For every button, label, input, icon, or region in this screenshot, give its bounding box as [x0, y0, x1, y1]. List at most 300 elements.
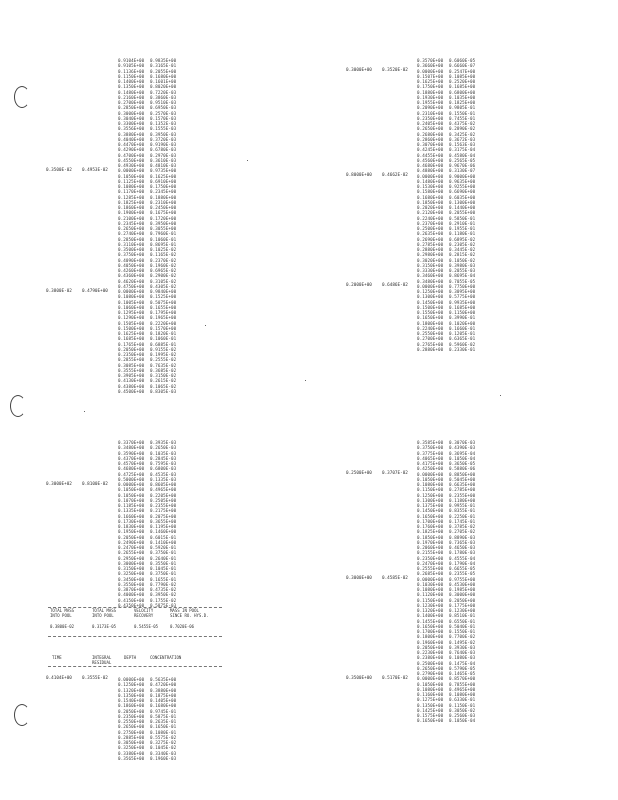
depth-value: 0.1300E+00	[417, 294, 444, 300]
concentration-value: 0.3105E-02	[150, 278, 177, 284]
depth-value: 0.1650E+00	[417, 315, 444, 321]
depth-value: 0.4930E+00	[118, 163, 145, 168]
depth-value: 0.3300E+00	[118, 121, 145, 126]
concentration-value: 0.4580E-04	[449, 152, 476, 158]
concentration-value: 0.9635E+00	[449, 178, 476, 184]
depth-value: 0.3775E+00	[417, 450, 444, 456]
concentration-value: 0.3950E-02	[150, 592, 177, 598]
group-residual: 0.3555E-02	[82, 676, 108, 681]
concentration-value: 0.2310E+00	[150, 199, 177, 205]
concentration-value: 0.1150E-01	[449, 702, 476, 708]
group-time: 0.2500E+00	[346, 471, 372, 476]
concentration-value: 0.6635E+00	[449, 482, 476, 487]
concentration-value: 0.6950E-03	[150, 105, 177, 111]
concentration-value: 0.5775E+00	[449, 294, 476, 300]
group-residual: 0.4953E-02	[82, 167, 108, 173]
group-label	[46, 289, 118, 294]
depth-value: 0.1685E+00	[118, 336, 145, 342]
data-block	[417, 69, 481, 174]
depth-value: 0.3500E+00	[118, 247, 145, 252]
concentration-value: 0.1960E-03	[150, 755, 177, 761]
concentration-value: 0.2450E+00	[150, 205, 177, 210]
concentration-value: 0.1352E-03	[150, 121, 177, 126]
scan-speck	[305, 380, 306, 381]
concentration-value: 0.5790E-05	[449, 665, 476, 671]
depth-value: 0.1150E+00	[417, 487, 444, 493]
depth-value: 0.2500E+00	[417, 226, 444, 231]
concentration-value: 0.3055E+00	[150, 226, 177, 231]
concentration-value: 0.7455E-01	[449, 115, 476, 121]
group-residual: 0.3520E-02	[382, 68, 408, 73]
depth-value: 0.3590E+00	[118, 450, 145, 456]
concentration-value: 0.6885E-01	[150, 341, 177, 347]
concentration-value: 0.3980E-03	[449, 262, 476, 268]
depth-value: 0.2405E+00	[417, 121, 444, 126]
concentration-value: 0.5960E-02	[449, 341, 476, 347]
group-time: 0.3000E+02	[46, 481, 72, 487]
punch-hole-middle	[10, 395, 26, 417]
group-residual: 0.3707E-02	[382, 471, 408, 476]
depth-value: 0.1320E+00	[118, 687, 145, 693]
concentration-value: 0.6655E-05	[449, 566, 476, 571]
concentration-value: 0.9510E-03	[150, 100, 177, 105]
punch-hole-bottom	[14, 704, 30, 726]
concentration-value: 0.1995E-02	[150, 352, 177, 357]
concentration-value: 0.7960E-01	[150, 231, 177, 237]
depth-value: 0.3556E+00	[118, 126, 145, 132]
concentration-value: 0.2355E+00	[449, 492, 476, 498]
depth-value: 0.3660E+00	[417, 63, 444, 69]
concentration-value: 0.6365E-01	[449, 336, 476, 342]
concentration-value: 0.1775E+00	[449, 602, 476, 608]
concentration-value: 0.6800E-03	[150, 466, 177, 472]
depth-value: 0.3150E+00	[118, 566, 145, 571]
concentration-value: 0.2910E-01	[449, 220, 476, 226]
concentration-value: 0.5850E-01	[449, 215, 476, 221]
data-block	[118, 168, 182, 289]
summary-header-line2: RECOVERY	[134, 612, 154, 618]
concentration-value: 0.2560E-03	[449, 713, 476, 718]
concentration-value: 0.1080E+00	[449, 692, 476, 697]
table-header-line1: INTEGRAL	[92, 655, 112, 660]
concentration-value: 0.2355E+00	[150, 503, 177, 508]
group-label	[346, 283, 418, 288]
punch-hole-top	[14, 86, 30, 108]
concentration-value: 0.2650E-03	[150, 445, 177, 451]
concentration-value: 0.1550E-01	[449, 629, 476, 634]
depth-value: 0.4040E+00	[118, 136, 145, 142]
depth-value: 0.2350E+00	[118, 352, 145, 357]
depth-value: 0.2860E+00	[417, 136, 444, 142]
concentration-value: 0.1035E-03	[150, 450, 177, 456]
depth-value: 0.1425E+00	[417, 707, 444, 713]
table-header	[150, 656, 181, 661]
depth-value: 0.2350E+00	[118, 713, 145, 719]
depth-value: 0.1580E+00	[417, 189, 444, 195]
depth-value: 0.1480E+00	[118, 89, 145, 95]
concentration-value: 0.1475E-04	[449, 660, 476, 666]
depth-value: 0.1350E+00	[417, 702, 444, 708]
concentration-value: 0.3672E-03	[449, 136, 476, 142]
depth-value: 0.1730E+00	[118, 518, 145, 524]
concentration-value: 0.8890E-03	[449, 534, 476, 540]
concentration-value: 0.1955E-01	[449, 226, 476, 231]
concentration-value: 0.9745E-01	[150, 708, 177, 714]
group-label	[346, 471, 418, 476]
concentration-value: 0.2785E+00	[449, 487, 476, 493]
depth-value: 0.3880E+00	[118, 131, 145, 137]
concentration-value: 0.4720E+00	[150, 682, 177, 688]
data-row	[417, 347, 481, 352]
concentration-value: 0.4535E-03	[150, 471, 177, 477]
group-time: 0.4104E+00	[46, 676, 72, 681]
concentration-value: 0.1205E-01	[449, 331, 476, 336]
group-label	[346, 676, 418, 681]
depth-value: 0.1480E+00	[417, 178, 444, 184]
concentration-value: 0.6690E+00	[449, 189, 476, 195]
depth-value: 0.1136E+00	[118, 68, 145, 74]
concentration-value: 0.3165E-01	[150, 63, 177, 69]
concentration-value: 0.1300E+00	[449, 199, 476, 205]
concentration-value: 0.9955E-01	[449, 503, 476, 508]
concentration-value: 0.4965E+00	[150, 487, 177, 493]
data-block	[118, 58, 182, 168]
depth-value: 0.1070E+00	[118, 497, 145, 503]
depth-value: 0.1950E+00	[118, 529, 145, 535]
depth-value: 0.1320E+00	[417, 608, 444, 613]
concentration-value: 0.2075E+00	[150, 513, 177, 519]
depth-value: 0.4150E+00	[118, 597, 145, 603]
concentration-value: 0.1060E-01	[150, 336, 177, 342]
depth-value: 0.9104E+00	[118, 58, 145, 63]
depth-value: 0.1080E+00	[118, 294, 145, 300]
concentration-value: 0.3550E-01	[150, 560, 177, 566]
concentration-value: 0.7750E+00	[449, 283, 476, 289]
concentration-value: 0.2330E-01	[449, 346, 476, 352]
depth-value: 0.1650E+00	[417, 718, 444, 724]
concentration-value: 0.1405E+00	[150, 698, 177, 703]
summary-value: 0.3800E-02	[50, 624, 75, 629]
concentration-value: 0.8355E-01	[449, 508, 476, 514]
concentration-value: 0.9805E-01	[449, 105, 476, 111]
summary-header-line1: VELOCITY	[134, 608, 154, 613]
depth-value: 0.4130E+00	[118, 378, 145, 384]
scan-speck	[247, 160, 248, 161]
depth-value: 0.5000E+00	[118, 476, 145, 482]
concentration-value: 0.1335E-03	[150, 476, 177, 482]
depth-value: 0.0000E+00	[118, 289, 145, 294]
concentration-value: 0.3950E-03	[150, 131, 177, 137]
concentration-value: 0.3785E-02	[449, 524, 476, 529]
concentration-value: 0.4810E-03	[150, 163, 177, 168]
depth-value: 0.2740E+00	[118, 231, 145, 237]
depth-value: 0.1285E+00	[118, 194, 145, 200]
depth-value: 0.2650E+00	[118, 724, 145, 730]
depth-value: 0.2550E+00	[118, 719, 145, 724]
depth-value: 0.1800E+00	[417, 634, 444, 640]
concentration-value: 0.9735E+00	[150, 168, 177, 174]
concentration-value: 0.1563E-03	[449, 142, 476, 147]
concentration-value: 0.5875E-03	[150, 602, 177, 608]
concentration-value: 0.7635E-02	[150, 362, 177, 368]
concentration-value: 0.1150E+00	[449, 310, 476, 315]
concentration-value: 0.6035E+00	[449, 194, 476, 200]
summary-header-line1: MASS IN POOL	[170, 608, 199, 613]
concentration-value: 0.8850E+00	[449, 471, 476, 477]
concentration-value: 0.1050E-04	[449, 718, 476, 724]
group-residual: 0.4790E+00	[82, 288, 108, 294]
depth-value: 0.2700E+00	[118, 100, 145, 105]
depth-value: 0.2120E+00	[417, 210, 444, 216]
concentration-value: 0.1755E-02	[150, 597, 177, 603]
concentration-value: 0.3610E-03	[150, 157, 177, 163]
depth-value: 0.1150E+00	[417, 597, 444, 603]
group-time: 0.3500E+00	[346, 675, 372, 681]
concentration-value: 0.2520E+00	[449, 79, 476, 84]
concentration-value: 0.2345E+00	[150, 189, 177, 195]
data-block	[417, 676, 481, 723]
depth-value: 0.1800E+00	[417, 320, 444, 326]
depth-value: 0.1400E+00	[118, 79, 145, 84]
data-block	[118, 440, 182, 482]
summary-value: 0.5455E-05	[134, 624, 159, 629]
concentration-value: 0.5880E-06	[449, 466, 476, 472]
depth-value: 0.2050E+00	[118, 708, 145, 714]
concentration-value: 0.3070E-03	[449, 440, 476, 445]
depth-value: 0.2370E+00	[417, 220, 444, 226]
summary-divider	[48, 636, 222, 637]
depth-value: 0.2490E+00	[118, 539, 145, 545]
depth-value: 0.1125E+00	[118, 178, 145, 184]
depth-value: 0.2680E+00	[417, 131, 444, 137]
depth-value: 0.1400E+00	[417, 613, 444, 619]
concentration-value: 0.3130E-07	[449, 168, 476, 174]
group-time: 0.3000E+00	[346, 576, 372, 581]
concentration-value: 0.9255E+00	[449, 184, 476, 189]
concentration-value: 0.2050E+00	[449, 597, 476, 603]
table-header-line2: RESIDUAL	[92, 659, 112, 665]
depth-value: 0.1625E+00	[417, 79, 444, 84]
concentration-value: 0.3750E-01	[150, 550, 177, 556]
concentration-value: 0.4390E-03	[449, 445, 476, 451]
data-block	[118, 677, 182, 761]
depth-value: 0.2550E+00	[417, 331, 444, 336]
concentration-value: 0.1825E+00	[449, 100, 476, 105]
depth-value: 0.1760E+00	[417, 524, 444, 529]
depth-value: 0.2500E+00	[417, 660, 444, 666]
concentration-value: 0.5040E-01	[449, 623, 476, 629]
concentration-value: 0.7055E-05	[449, 278, 476, 284]
depth-value: 0.0000E+00	[417, 68, 444, 74]
concentration-value: 0.6910E+00	[150, 178, 177, 184]
concentration-value: 0.3930E-03	[449, 644, 476, 650]
depth-value: 0.1050E+00	[118, 492, 145, 498]
depth-value: 0.2880E+00	[417, 346, 444, 352]
depth-value: 0.1960E+00	[417, 639, 444, 645]
concentration-value: 0.4965E+00	[449, 686, 476, 692]
depth-value: 0.2885E+00	[118, 734, 145, 740]
depth-value: 0.1050E+00	[118, 487, 145, 493]
depth-value: 0.3450E+00	[118, 576, 145, 582]
concentration-value: 0.3275E-02	[150, 740, 177, 745]
concentration-value: 0.7790E-02	[150, 581, 177, 587]
concentration-value: 0.8570E+00	[449, 676, 476, 682]
concentration-value: 0.1050E-04	[449, 455, 476, 461]
depth-value: 0.2060E+00	[417, 545, 444, 550]
data-row	[118, 756, 182, 761]
concentration-value: 0.3000E+00	[449, 592, 476, 598]
concentration-value: 0.2055E+00	[449, 210, 476, 216]
concentration-value: 0.3175E-04	[449, 147, 476, 153]
depth-value: 0.2655E+00	[118, 550, 145, 556]
concentration-value: 0.5875E-01	[150, 713, 177, 719]
concentration-value: 0.1085E+00	[449, 73, 476, 79]
depth-value: 0.0000E+00	[417, 173, 444, 179]
concentration-value: 0.1550E-01	[449, 110, 476, 116]
depth-value: 0.3460E+00	[417, 273, 444, 279]
depth-value: 0.1060E+00	[118, 304, 145, 310]
depth-value: 0.3330E+00	[417, 268, 444, 273]
table-header	[92, 656, 111, 665]
data-block	[417, 472, 481, 577]
concentration-value: 0.2055E-03	[449, 268, 476, 273]
depth-value: 0.2650E+00	[417, 126, 444, 132]
depth-value: 0.2230E+00	[417, 650, 444, 655]
depth-value: 0.3000E+00	[118, 560, 145, 566]
group-label	[46, 168, 118, 173]
depth-value: 0.3480E+00	[118, 445, 145, 451]
depth-value: 0.4560E+00	[417, 157, 444, 163]
depth-value: 0.2635E+00	[417, 231, 444, 237]
concentration-value: 0.9000E+00	[449, 173, 476, 179]
depth-value: 0.3750E+00	[118, 252, 145, 258]
depth-value: 0.2470E+00	[118, 545, 145, 550]
concentration-value: 0.1065E-02	[150, 383, 177, 389]
depth-value: 0.2350E+00	[417, 555, 444, 561]
concentration-value: 0.1660E-01	[449, 325, 476, 331]
concentration-value: 0.3860E-03	[150, 94, 177, 100]
concentration-value: 0.1655E-01	[150, 576, 177, 582]
depth-value: 0.0000E+00	[417, 471, 444, 477]
depth-value: 0.4680E+00	[118, 466, 145, 472]
depth-value: 0.4725E+00	[118, 471, 145, 477]
depth-value: 0.4065E+00	[417, 455, 444, 461]
depth-value: 0.0000E+00	[118, 677, 145, 682]
summary-header	[134, 609, 153, 618]
concentration-value: 0.1410E+00	[150, 539, 177, 545]
concentration-value: 0.8020E+00	[150, 84, 177, 90]
depth-value: 0.1450E+00	[417, 299, 444, 305]
depth-value: 0.1005E+00	[118, 299, 145, 305]
concentration-value: 0.1570E+00	[150, 325, 177, 331]
summary-value: 0.3173E-05	[92, 624, 117, 629]
depth-value: 0.2020E+00	[417, 205, 444, 210]
summary-header-line1: TOTAL MASS	[50, 608, 75, 613]
concentration-value: 0.1495E-02	[449, 639, 476, 645]
concentration-value: 0.2250E-01	[449, 513, 476, 519]
depth-value: 0.2050E+00	[118, 534, 145, 540]
depth-value: 0.3040E+00	[118, 115, 145, 121]
concentration-value: 0.8510E-01	[449, 613, 476, 619]
depth-value: 0.3110E+00	[118, 241, 145, 247]
concentration-value: 0.1180E-01	[449, 231, 476, 237]
depth-value: 0.4090E+00	[118, 257, 145, 263]
concentration-value: 0.3695E-04	[449, 450, 476, 456]
depth-value: 0.1650E+00	[417, 623, 444, 629]
concentration-value: 0.1230E+00	[449, 608, 476, 613]
depth-value: 0.2785E+00	[417, 241, 444, 247]
depth-value: 0.1825E+00	[417, 529, 444, 535]
depth-value: 0.1080E+00	[118, 184, 145, 189]
concentration-value: 0.9190E-03	[150, 142, 177, 147]
depth-value: 0.1050E+00	[417, 476, 444, 482]
concentration-value: 0.4650E-03	[449, 545, 476, 550]
concentration-value: 0.6895E-02	[449, 236, 476, 242]
group-label	[346, 576, 418, 581]
concentration-value: 0.1680E+00	[150, 703, 177, 709]
concentration-value: 0.3950E+00	[150, 220, 177, 226]
depth-value: 0.1450E+00	[417, 508, 444, 514]
concentration-value: 0.1020E+00	[449, 320, 476, 326]
concentration-value: 0.1795E+00	[150, 310, 177, 315]
depth-value: 0.3565E+00	[118, 755, 145, 761]
concentration-value: 0.3150E-02	[150, 373, 177, 378]
concentration-value: 0.2555E-02	[150, 357, 177, 363]
concentration-value: 0.8695E-01	[150, 241, 177, 247]
depth-value: 0.3555E+00	[118, 367, 145, 373]
depth-value: 0.3250E+00	[118, 571, 145, 577]
group-residual: 0.4585E-02	[382, 576, 408, 581]
depth-value: 0.2155E+00	[417, 550, 444, 556]
concentration-value: 0.3650E-05	[449, 461, 476, 466]
summary-header	[92, 609, 116, 618]
scan-speck	[500, 395, 501, 396]
data-block	[417, 577, 481, 677]
depth-value: 0.1500E+00	[118, 325, 145, 331]
concentration-value: 0.2305E-02	[449, 241, 476, 247]
concentration-value: 0.5575E-02	[150, 734, 177, 740]
depth-value: 0.4175E+00	[417, 461, 444, 466]
concentration-value: 0.2175E+00	[150, 508, 177, 514]
concentration-value: 0.1625E+00	[150, 173, 177, 179]
depth-value: 0.3250E+00	[118, 745, 145, 751]
depth-value: 0.1120E+00	[417, 592, 444, 598]
concentration-value: 0.5920E-01	[150, 545, 177, 550]
depth-value: 0.2350E+00	[417, 115, 444, 121]
concentration-value: 0.5635E+00	[150, 677, 177, 682]
concentration-value: 0.9935E+00	[449, 299, 476, 305]
depth-value: 0.9105E+00	[118, 63, 145, 69]
depth-value: 0.4750E+00	[118, 283, 145, 289]
group-label	[346, 173, 418, 178]
data-block	[118, 482, 182, 608]
concentration-value: 0.6800E+00	[449, 89, 476, 95]
table-header-line1: DEPTH	[124, 655, 137, 660]
concentration-value: 0.1525E+00	[150, 294, 177, 300]
depth-value: 0.1860E+00	[118, 703, 145, 709]
group-residual: 0.4662E-02	[382, 173, 408, 178]
concentration-value: 0.3685E-02	[150, 367, 177, 373]
depth-value: 0.1825E+00	[118, 199, 145, 205]
concentration-value: 0.3935E-03	[150, 440, 177, 445]
concentration-value: 0.2505E+00	[150, 497, 177, 503]
concentration-value: 0.3095E+00	[449, 289, 476, 294]
concentration-value: 0.3340E-03	[150, 750, 177, 756]
scan-speck	[205, 325, 206, 326]
depth-value: 0.1625E+00	[118, 331, 145, 336]
concentration-value: 0.3425E-02	[449, 131, 476, 137]
depth-value: 0.1080E+00	[417, 482, 444, 487]
